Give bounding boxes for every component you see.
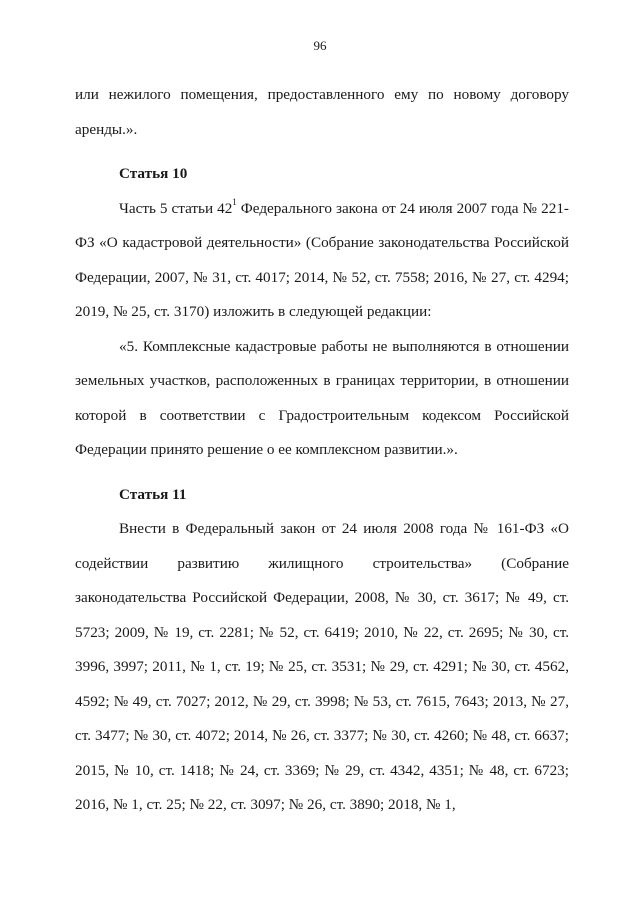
superscript-marker: 1 <box>232 197 237 208</box>
article-10-quote-paragraph: «5. Комплексные кадастровые работы не выполняются в отношении земельных участков, расположенных в границах территории, в отношении которой в соответствии с Градостроительным кодексом Российской Федерации принято решение о ее комплексном развитии.». <box>75 337 569 458</box>
page-number: 96 <box>313 38 327 53</box>
article-11-heading: Статья 11 <box>119 485 187 503</box>
article-11-paragraph: Внести в Федеральный закон от 24 июля 2008 года № 161-ФЗ «О содействии развитию жилищного строительства» (Собрание законодательства Российской Федерации, 2008, № 30, ст. 3617; № 49, ст. 5723; 2009, № 19, ст. 2281; № 52, ст. 6419; 2010, № 22, ст. 2695; № 30, ст. 3996, 3997; 2011, № 1, ст. 19; № 25, ст. 3531; № 29, ст. 4291; № 30, ст. 4562, 4592; № 49, ст. 7027; 2012, № 29, ст. 3998; № 53, ст. 7615, 7643; 2013, № 27, ст. 3477; № 30, ст. 4072; 2014, № 26, ст. 3377; № 30, ст. 4260; № 48, ст. 6637; 2015, № 10, ст. 1418; № 24, ст. 3369; № 29, ст. 4342, 4351; № 48, ст. 6723; 2016, № 1, ст. 25; № 22, ст. 3097; № 26, ст. 3890; 2018, № 1, <box>75 520 569 813</box>
document-body <box>75 78 569 823</box>
paragraph-continuation: или нежилого помещения, предоставленного ему по новому договору аренды.». <box>75 86 569 138</box>
article-10-heading: Статья 10 <box>119 165 188 182</box>
article-10-paragraph <box>75 192 569 330</box>
article-10-text-before: Часть 5 статьи 42 <box>119 199 233 217</box>
article-10-text-after: Федерального закона от 24 июля 2007 года № 221-ФЗ «О кадастровой деятельности» (Собрание законодательства Российской Федерации, 2007, № 31, ст. 4017; 2014, № 52, ст. 7558; 2016, № 27, ст. 4294; 2019, № 25, ст. 3170) изложить в следующей редакции: <box>75 199 569 320</box>
